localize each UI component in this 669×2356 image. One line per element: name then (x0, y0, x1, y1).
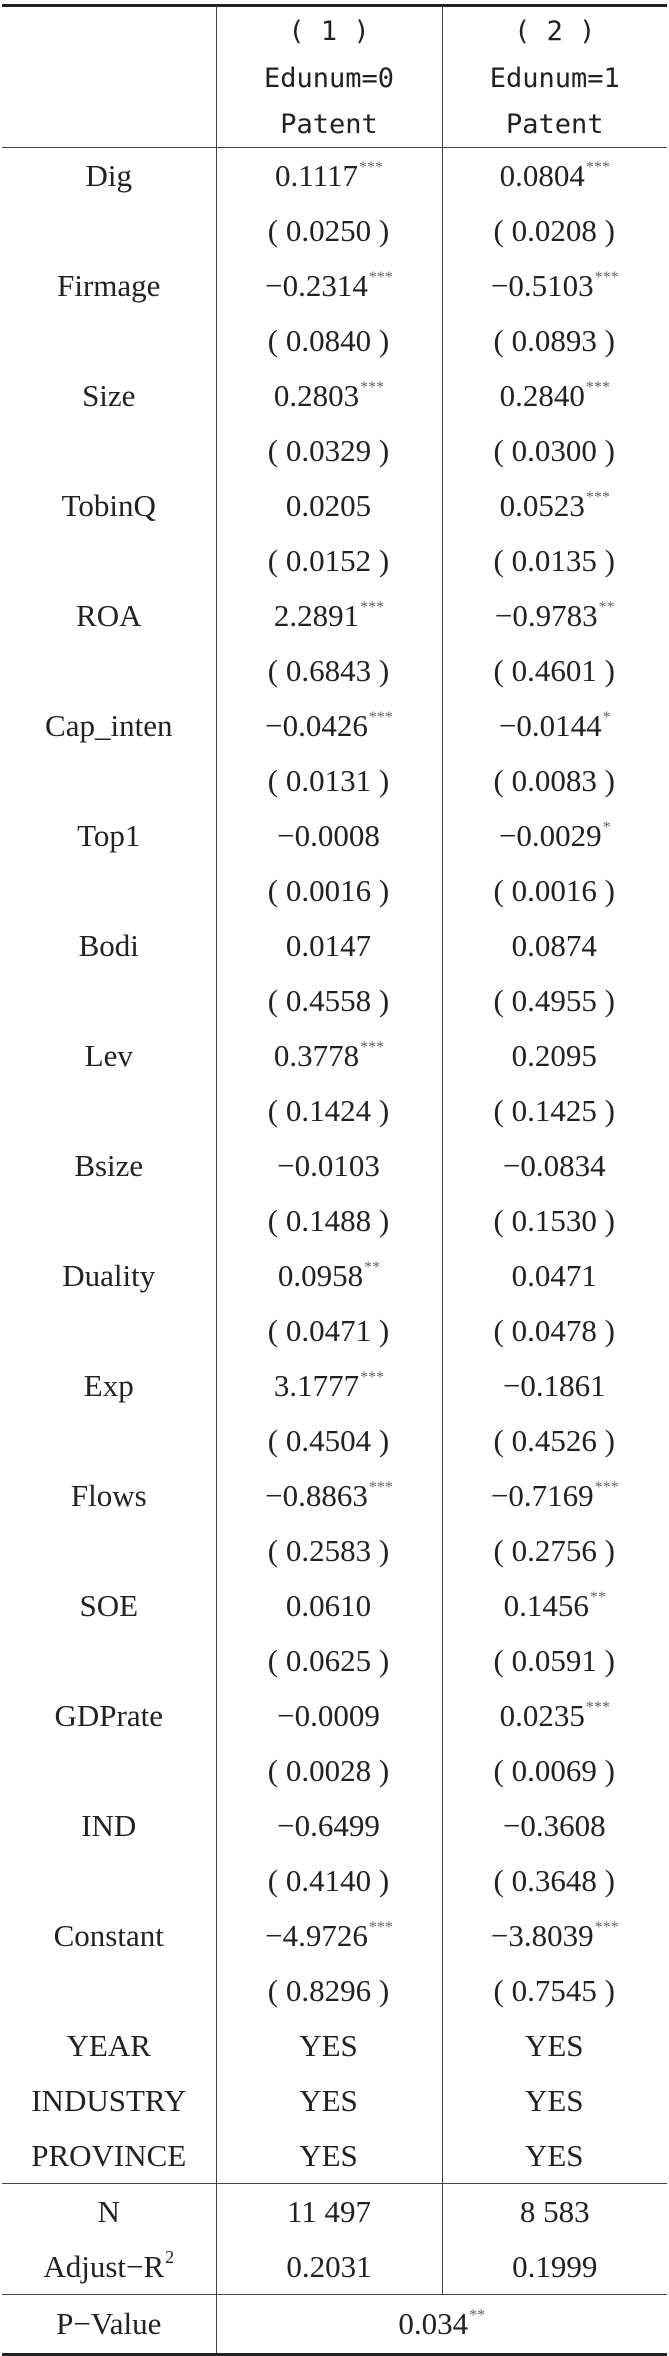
header-stub (2, 101, 216, 148)
col2-cell (442, 753, 667, 808)
col2-cell-stars: *** (585, 158, 610, 176)
col2-cell-stars: *** (594, 268, 619, 286)
col2-cell-stars: *** (585, 378, 610, 396)
col2-cell (442, 2073, 667, 2128)
col1-cell-value: ( 0.8296 ) (267, 1972, 390, 2008)
se-row (2, 1633, 667, 1688)
se-row (2, 1303, 667, 1358)
col2-cell-stars: ** (589, 1588, 606, 1606)
col2-cell (442, 973, 667, 1028)
col1-cell (216, 698, 442, 753)
col1-cell-value: −0.6499 (277, 1807, 380, 1843)
col2-cell-value: ( 0.1425 ) (493, 1092, 615, 1128)
col1-cell (216, 1963, 442, 2018)
col1-dependent: Patent (216, 101, 442, 148)
col2-cell-value: −0.0144 (498, 707, 602, 743)
p-value-value: 0.034 (398, 2306, 469, 2341)
variable-name: INDUSTRY (2, 2073, 216, 2128)
col1-cell (216, 2128, 442, 2184)
col2-cell (442, 1688, 667, 1743)
coef-row (2, 698, 667, 753)
coef-row (2, 1468, 667, 1523)
col2-cell (442, 1028, 667, 1083)
col2-cell (442, 2018, 667, 2073)
col1-cell (216, 2073, 442, 2128)
col1-cell-value: −0.2314 (265, 267, 368, 303)
coef-row (2, 1578, 667, 1633)
variable-name: Cap_inten (2, 698, 216, 753)
col2-cell (442, 148, 667, 204)
coef-row (2, 2128, 667, 2184)
header-row-group (2, 55, 667, 101)
variable-name (2, 863, 216, 918)
se-row (2, 203, 667, 258)
coef-row (2, 808, 667, 863)
header-stub (2, 6, 216, 56)
se-row (2, 643, 667, 698)
p-value-label: P−Value (2, 2295, 216, 2355)
col1-cell-stars: *** (360, 1038, 385, 1056)
col1-cell (216, 313, 442, 368)
col1-cell (216, 1908, 442, 1963)
coef-row (2, 1138, 667, 1193)
col2-cell (442, 1963, 667, 2018)
col2-cell (442, 478, 667, 533)
col2-cell-value: −0.3608 (502, 1807, 606, 1843)
col1-cell (216, 203, 442, 258)
coef-row (2, 258, 667, 313)
col2-cell-value: ( 0.4601 ) (493, 652, 615, 688)
col1-cell (216, 1743, 442, 1798)
variable-name (2, 1633, 216, 1688)
se-row (2, 1413, 667, 1468)
variable-name: Flows (2, 1468, 216, 1523)
col2-cell (442, 1138, 667, 1193)
col1-cell-value: −0.8863 (265, 1477, 368, 1513)
col2-cell (442, 918, 667, 973)
col1-cell (216, 753, 442, 808)
col2-cell-value: 0.0523 (499, 487, 585, 523)
col2-cell-value: ( 0.2756 ) (493, 1532, 615, 1568)
col1-cell (216, 808, 442, 863)
col2-cell (442, 258, 667, 313)
variable-name: Lev (2, 1028, 216, 1083)
col2-cell-value: 0.0235 (499, 1697, 585, 1733)
se-row (2, 1523, 667, 1578)
col1-cell-stars: *** (360, 598, 385, 616)
variable-name (2, 1523, 216, 1578)
col1-cell (216, 478, 442, 533)
se-row (2, 423, 667, 478)
col1-cell (216, 148, 442, 204)
col2-cell (442, 2128, 667, 2184)
col2-cell-stars: *** (585, 488, 610, 506)
col2-cell-value: ( 0.7545 ) (493, 1972, 615, 2008)
col2-cell-value: ( 0.4955 ) (493, 982, 615, 1018)
col1-cell (216, 423, 442, 478)
col1-cell (216, 533, 442, 588)
col1-cell (216, 918, 442, 973)
col2-cell (442, 1633, 667, 1688)
col1-cell-value: ( 0.0329 ) (267, 432, 390, 468)
variable-name (2, 1963, 216, 2018)
col2-cell-value: ( 0.3648 ) (493, 1862, 615, 1898)
col2-cell (442, 533, 667, 588)
n-col2: 8 583 (442, 2184, 667, 2240)
col2-cell (442, 1303, 667, 1358)
col1-cell (216, 1578, 442, 1633)
col1-cell-value: 0.0610 (285, 1587, 372, 1623)
col1-cell-value: 0.2803 (273, 377, 360, 413)
col2-cell-stars: *** (585, 1698, 610, 1716)
col1-cell (216, 1358, 442, 1413)
col1-cell (216, 1193, 442, 1248)
variable-name: Size (2, 368, 216, 423)
col1-cell-stars: *** (368, 268, 393, 286)
col1-cell (216, 1413, 442, 1468)
col2-cell (442, 1743, 667, 1798)
col1-cell (216, 643, 442, 698)
variable-name: Exp (2, 1358, 216, 1413)
variable-name: Firmage (2, 258, 216, 313)
col1-cell-value: ( 0.2583 ) (267, 1532, 390, 1568)
col2-cell-value: −0.0834 (502, 1147, 606, 1183)
col1-cell-value: ( 0.1488 ) (267, 1202, 390, 1238)
coef-row (2, 1798, 667, 1853)
se-row (2, 1963, 667, 2018)
coef-row (2, 148, 667, 204)
col1-cell-value: 0.3778 (273, 1037, 360, 1073)
header-row-number (2, 6, 667, 56)
col1-cell-value: YES (299, 2082, 358, 2118)
variable-name: Constant (2, 1908, 216, 1963)
variable-name: TobinQ (2, 478, 216, 533)
col2-cell (442, 1193, 667, 1248)
coef-row (2, 588, 667, 643)
variable-name: Top1 (2, 808, 216, 863)
col2-cell-value: −0.5103 (490, 267, 594, 303)
col1-cell (216, 1083, 442, 1138)
col2-cell-value: ( 0.0478 ) (493, 1312, 615, 1348)
col2-cell (442, 1908, 667, 1963)
col2-cell (442, 588, 667, 643)
col2-cell-value: YES (524, 2137, 584, 2173)
variable-name (2, 753, 216, 808)
col2-cell-stars: * (602, 818, 611, 836)
col1-cell-stars: *** (368, 1478, 393, 1496)
variable-name (2, 1303, 216, 1358)
col2-cell (442, 863, 667, 918)
col2-cell (442, 368, 667, 423)
col1-cell-value: 0.0205 (285, 487, 372, 523)
se-row (2, 973, 667, 1028)
col1-cell-value: ( 0.6843 ) (267, 652, 390, 688)
coef-row (2, 1358, 667, 1413)
se-row (2, 1743, 667, 1798)
col2-cell-value: 0.0804 (499, 157, 585, 193)
col2-cell-value: 0.2095 (511, 1037, 597, 1073)
col2-group: Edunum=1 (489, 62, 620, 94)
col1-group: Edunum=0 (216, 55, 442, 101)
col1-cell-stars: ** (364, 1258, 381, 1276)
regression-table (2, 4, 667, 2356)
col1-cell (216, 1523, 442, 1578)
col1-cell-value: ( 0.1424 ) (267, 1092, 390, 1128)
col1-cell-stars: *** (360, 378, 385, 396)
variable-name: Duality (2, 1248, 216, 1303)
adj-r2-label-text: Adjust−R (43, 2248, 165, 2284)
col1-cell-value: ( 0.0028 ) (267, 1752, 390, 1788)
coef-row (2, 2073, 667, 2128)
p-value-cell (216, 2295, 667, 2355)
col2-cell-stars: ** (598, 598, 615, 616)
col2-cell (442, 1248, 667, 1303)
col1-cell (216, 1798, 442, 1853)
col2-cell-value: 0.0471 (511, 1257, 597, 1293)
variable-name (2, 643, 216, 698)
col2-cell-value: ( 0.0208 ) (493, 212, 615, 248)
col2-cell (442, 698, 667, 753)
col2-cell (442, 1578, 667, 1633)
n-row (2, 2184, 667, 2240)
col2-cell-value: −0.7169 (490, 1477, 594, 1513)
col1-cell-value: 3.1777 (273, 1367, 360, 1403)
col2-cell (442, 643, 667, 698)
variable-name: GDPrate (2, 1688, 216, 1743)
coef-row (2, 1248, 667, 1303)
col1-cell-value: ( 0.0152 ) (267, 542, 390, 578)
col1-cell-value: ( 0.0840 ) (267, 322, 390, 358)
col1-cell-value: ( 0.0471 ) (267, 1312, 390, 1348)
variable-name (2, 1413, 216, 1468)
col1-cell-value: −0.0103 (277, 1147, 380, 1183)
col2-cell-value: ( 0.4526 ) (493, 1422, 615, 1458)
col1-cell-value: ( 0.4558 ) (267, 982, 390, 1018)
variable-name (2, 423, 216, 478)
coef-row (2, 368, 667, 423)
se-row (2, 863, 667, 918)
coef-row (2, 918, 667, 973)
col1-cell (216, 2018, 442, 2073)
col2-cell-value: YES (524, 2027, 584, 2063)
col1-cell-value: 0.0958 (277, 1257, 364, 1293)
col2-cell-stars: *** (594, 1478, 619, 1496)
variable-name (2, 973, 216, 1028)
se-row (2, 1193, 667, 1248)
col2-cell (442, 1083, 667, 1138)
col1-cell-value: YES (299, 2137, 358, 2173)
col1-cell (216, 588, 442, 643)
col1-cell-value: ( 0.0016 ) (267, 872, 390, 908)
col1-cell (216, 1138, 442, 1193)
col1-cell (216, 1853, 442, 1908)
col1-cell (216, 1248, 442, 1303)
col2-cell (442, 313, 667, 368)
col2-cell-value: ( 0.0069 ) (493, 1752, 615, 1788)
col1-cell-value: ( 0.0250 ) (267, 212, 390, 248)
variable-name (2, 1853, 216, 1908)
adj-r2-label-sup: 2 (165, 2246, 175, 2267)
col2-cell (442, 1358, 667, 1413)
p-value-row (2, 2295, 667, 2355)
variable-name (2, 203, 216, 258)
col1-cell (216, 1028, 442, 1083)
col1-cell-value: ( 0.0131 ) (267, 762, 390, 798)
variable-name (2, 313, 216, 368)
col2-cell (442, 1468, 667, 1523)
col1-cell-value: −4.9726 (265, 1917, 368, 1953)
se-row (2, 1083, 667, 1138)
variable-name: Bodi (2, 918, 216, 973)
header-row-dependent (2, 101, 667, 148)
col1-cell (216, 258, 442, 313)
variable-name (2, 533, 216, 588)
col1-cell-stars: *** (368, 1918, 393, 1936)
col2-cell-value: −0.9783 (494, 597, 598, 633)
col2-cell (442, 1413, 667, 1468)
col2-cell-value: ( 0.0591 ) (493, 1642, 615, 1678)
col2-cell-value: 0.2840 (499, 377, 585, 413)
col2-cell-value: ( 0.0135 ) (493, 542, 615, 578)
col2-dependent: Patent (505, 108, 604, 140)
col2-cell-value: ( 0.0300 ) (493, 432, 615, 468)
p-value-stars: ** (469, 2307, 486, 2324)
col1-cell (216, 1633, 442, 1688)
col1-cell-value: ( 0.4140 ) (267, 1862, 390, 1898)
col1-cell (216, 863, 442, 918)
coef-row (2, 1908, 667, 1963)
col2-cell-value: YES (524, 2082, 584, 2118)
col2-cell-stars: *** (594, 1918, 619, 1936)
col2-cell-value: ( 0.0083 ) (493, 762, 615, 798)
adj-r2-col1: 0.2031 (216, 2239, 442, 2295)
se-row (2, 313, 667, 368)
variable-name (2, 1193, 216, 1248)
col1-number: ( 1 ) (216, 6, 442, 56)
col1-cell (216, 368, 442, 423)
col1-cell-stars: *** (360, 1368, 385, 1386)
col1-cell-stars: *** (368, 708, 393, 726)
col1-cell-value: −0.0426 (265, 707, 368, 743)
col1-cell-value: 0.0147 (285, 927, 372, 963)
col2-number: ( 2 ) (442, 6, 667, 56)
variable-name: SOE (2, 1578, 216, 1633)
col1-cell-value: YES (299, 2027, 358, 2063)
se-row (2, 753, 667, 808)
col2-cell (442, 808, 667, 863)
col1-cell (216, 973, 442, 1028)
variable-name: Bsize (2, 1138, 216, 1193)
col2-cell-value: ( 0.1530 ) (493, 1202, 615, 1238)
coef-row (2, 1028, 667, 1083)
col2-cell (442, 1853, 667, 1908)
se-row (2, 1853, 667, 1908)
variable-name (2, 1083, 216, 1138)
col2-cell-value: ( 0.0016 ) (493, 872, 615, 908)
adj-r2-col2: 0.1999 (512, 2248, 598, 2284)
col1-cell (216, 1688, 442, 1743)
col2-cell (442, 423, 667, 478)
variable-name: IND (2, 1798, 216, 1853)
adj-r2-label (2, 2239, 216, 2295)
col2-cell-value: 0.0874 (511, 927, 597, 963)
col1-cell-value: −0.0008 (277, 817, 380, 853)
se-row (2, 533, 667, 588)
col2-cell (442, 1798, 667, 1853)
adj-r2-row (2, 2239, 667, 2295)
col1-cell (216, 1303, 442, 1358)
n-col1: 11 497 (216, 2184, 442, 2240)
n-label: N (2, 2184, 216, 2240)
variable-name: Dig (2, 148, 216, 204)
col1-cell-value: −0.0009 (277, 1697, 380, 1733)
header-stub (2, 55, 216, 101)
variable-name: ROA (2, 588, 216, 643)
coef-row (2, 2018, 667, 2073)
regression-table-body (2, 6, 667, 2355)
variable-name (2, 1743, 216, 1798)
col1-cell-value: ( 0.0625 ) (267, 1642, 390, 1678)
col1-cell (216, 1468, 442, 1523)
col2-cell-value: −0.1861 (502, 1367, 606, 1403)
col2-cell-stars: * (602, 708, 611, 726)
variable-name: PROVINCE (2, 2128, 216, 2184)
col1-cell-value: 0.1117 (275, 157, 358, 193)
col2-cell-value: −3.8039 (490, 1917, 594, 1953)
coef-row (2, 478, 667, 533)
col1-cell-stars: *** (358, 158, 383, 176)
coef-row (2, 1688, 667, 1743)
col1-cell-value: ( 0.4504 ) (267, 1422, 390, 1458)
col2-cell-value: −0.0029 (498, 817, 602, 853)
col2-cell-value: ( 0.0893 ) (493, 322, 615, 358)
variable-name: YEAR (2, 2018, 216, 2073)
col2-cell (442, 1523, 667, 1578)
col2-cell-value: 0.1456 (503, 1587, 589, 1623)
col1-cell-value: 2.2891 (273, 597, 360, 633)
col2-cell (442, 203, 667, 258)
